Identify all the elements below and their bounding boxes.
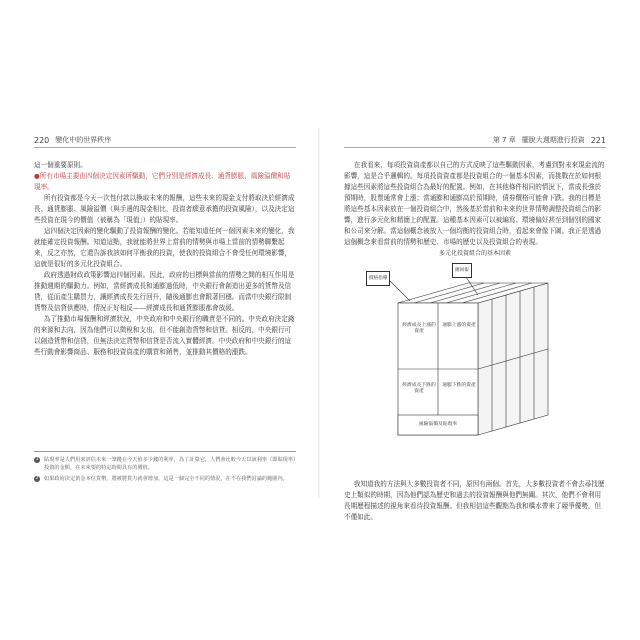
- footnote-mark: 1: [35, 457, 39, 462]
- block-inflation-up: 通膨上漲的資產: [442, 323, 476, 328]
- chapter-label: 第 7 章: [492, 136, 516, 144]
- paragraph: 這一個重要原則。: [34, 161, 87, 169]
- right-page: [344, 133, 606, 521]
- base-risk-premium: 風險溢價及貼現率: [418, 422, 458, 427]
- right-running-title: 擺脫大週期進行投資: [521, 136, 585, 144]
- book-gutter: [318, 128, 320, 498]
- paragraph: 所有投資都是今天一次性付款以換取未來的報酬，這些未來的現金支付將取決於經濟成長、通貨膨脹、風險溢價（與手邊的現金相比，投資者願意承擔的投資風險），以及決定這些投資在現今的價值（被稱為「現值」）的貼現率。: [34, 194, 295, 224]
- left-page: [34, 133, 296, 493]
- paragraph: 政府透過財政政策影響這四個因素。因此，政府的目標與當前的情勢之間的相互作用是推動週期的驅動力。例如，當經濟成長和通膨過低時，中央銀行會創造出更多的貨幣及信貸，從而產生購買力，讓經濟成長先行回升，隨後通膨也會跟著回穩。而當中央銀行限制貨幣及信貸供應時，情況正好相反——經濟成長和通貨膨脹都會放緩。: [34, 271, 295, 312]
- figure-title: 多元化投資組合的基本因素: [438, 250, 511, 257]
- block-growth-down: 經濟成長下跌的資產: [402, 383, 436, 394]
- left-running-title: 變化中的世界秩序: [55, 136, 112, 144]
- footnotes: [34, 451, 296, 486]
- portfolio-building-blocks-diagram: [358, 265, 578, 475]
- right-page-header: [344, 133, 606, 148]
- left-page-number: 220: [34, 136, 50, 145]
- left-page-header: [34, 133, 296, 148]
- price-guide-tag: 價格指導: [366, 271, 390, 286]
- footnote-text: 如果政府決定黃金本位貨幣，將被將貨力就會增加。這是一個完全不同的情況，在不在我們討論的範圍內。: [44, 476, 288, 482]
- left-page-body: [34, 160, 296, 358]
- footnote-text: 貼現率是人們用來評估未來一筆錢在今天值多少錢的利率，為了計算它，人們會比較今天以該利率（即貼現率）投資的金額，在未來要的特定時間具有的價值。: [44, 457, 296, 471]
- block-growth-up: 經濟成長上漲的資產: [402, 323, 436, 334]
- block-inflation-down: 通膨下跌的資產: [442, 383, 476, 388]
- footnote-mark: 2: [35, 476, 39, 481]
- block-stack-svg: [358, 265, 578, 465]
- total-return-tag: 總回報: [452, 263, 472, 278]
- footnote: [34, 456, 296, 472]
- paragraph: 我知道我的方法與大多數投資者不同，原因有兩個。首先，大多數投資者不會去尋找歷史上類似的時期，因為他們認為歷史和過去的投資報酬與他們無關。其次，他們不會利用長期歷程描述的視角來看待投資報酬。但我相信這些觀點為我和橋水帶來了競爭優勢，但不僅如此。: [344, 480, 605, 521]
- principle-highlight: ●所有市場主要由四個決定因素所驅動，它們分別是經濟成長、通貨膨脹、風險溢價和貼現率。: [34, 172, 291, 191]
- footnote: [34, 475, 296, 483]
- right-page-body: [344, 160, 606, 523]
- paragraph: 為了推動市場報酬和經濟狀況，中央政府和中央銀行的職責是不同的。中央政府決定錢的來源和去向，因為他們可以徵稅和支出，但不能創造貨幣和信貸。相反的，中央銀行可以創造貨幣和信貸，但無法決定貨幣和信貸是否流入實體經濟。中央政府和中央銀行的這些行動會影響商品、服務和投資資產的購買和銷售，並推動其價格的漲跌。: [34, 315, 295, 356]
- right-page-number: 221: [590, 136, 606, 145]
- paragraph: 在我看來，每項投資資產都以自己的方式反映了這些驅動因素，考慮到對未來現金流的影響，這是合乎邏輯的。每項投資資產都是投資組合的一個基本因素，而挑戰在於如何根據這些因素將這些投資組合為最好的配置。例如，在其他條件相同的情況下，當成長強於預期時，股票通常會上漲；當通膨和通膨高於預期時，債券價格可能會下跌。我的目標是將這些基本因素放在一個投資組合中，然後基於當前和未來的世界情勢調整投資組合的影響，進行多元化和精簡上的配置。這種基本因素可以被編寫、環境偏好甚至到個別的國家和公司來分解。當這個概念被放入一個均衡的投資組合時，看起來會像下圖。我正是透過這個概念來看當前的情勢和歷史、市場的歷史以及投資組合的表現。: [344, 161, 605, 246]
- paragraph: 這四個決定因素的變化驅動了投資報酬的變化。若能知道任何一個因素未來的變化，我就能確定投資報酬。知道這點，我就能將世界上當前的情勢與市場上當前的情勢聯繫起來，反之亦然，它還告訴我該如何平衡我的投資，使我的投資組合不會受任何環境影響，這就是很好的多元化投資組合。: [34, 227, 295, 268]
